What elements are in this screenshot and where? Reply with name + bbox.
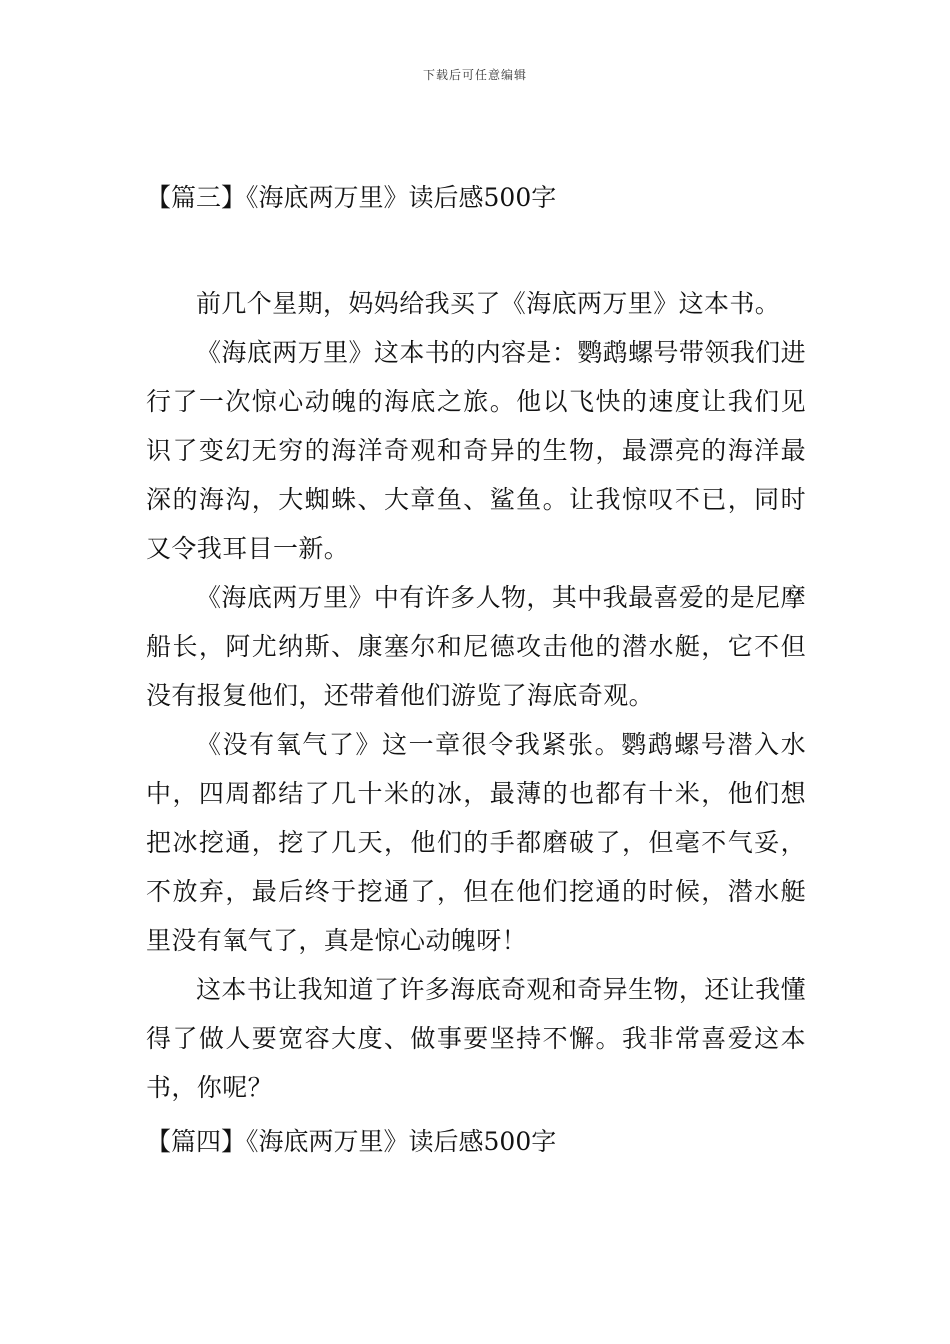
paragraph-3: 《海底两万里》中有许多人物，其中我最喜爱的是尼摩船长，阿尤纳斯、康塞尔和尼德攻击他的潜水艇，它不但没有报复他们，还带着他们游览了海底奇观。	[146, 583, 806, 710]
header-note: 下载后可任意编辑	[422, 68, 527, 82]
section-four-title: 【篇四】《海底两万里》读后感500字	[146, 1127, 557, 1156]
paragraph-5: 这本书让我知道了许多海底奇观和奇异生物，还让我懂得了做人要宽容大度、做事要坚持不懈。我非常喜爱这本书，你呢？	[146, 975, 806, 1102]
section-three-title: 【篇三】《海底两万里》读后感500字	[146, 183, 557, 212]
paragraph-2: 《海底两万里》这本书的内容是：鹦鹉螺号带领我们进行了一次惊心动魄的海底之旅。他以飞快的速度让我们见识了变幻无穷的海洋奇观和奇异的生物，最漂亮的海洋最深的海沟，大蜘蛛、大章鱼、鲨鱼。让我惊叹不已，同时又令我耳目一新。	[146, 338, 806, 563]
essay-body	[146, 279, 806, 1112]
paragraph-1: 前几个星期，妈妈给我买了《海底两万里》这本书。	[196, 289, 781, 318]
paragraph-4: 《没有氧气了》这一章很令我紧张。鹦鹉螺号潜入水中，四周都结了几十米的冰，最薄的也都有十米，他们想把冰挖通，挖了几天，他们的手都磨破了，但毫不气妥，不放弃，最后终于挖通了，但在他们挖通的时候，潜水艇里没有氧气了，真是惊心动魄呀！	[146, 730, 806, 955]
